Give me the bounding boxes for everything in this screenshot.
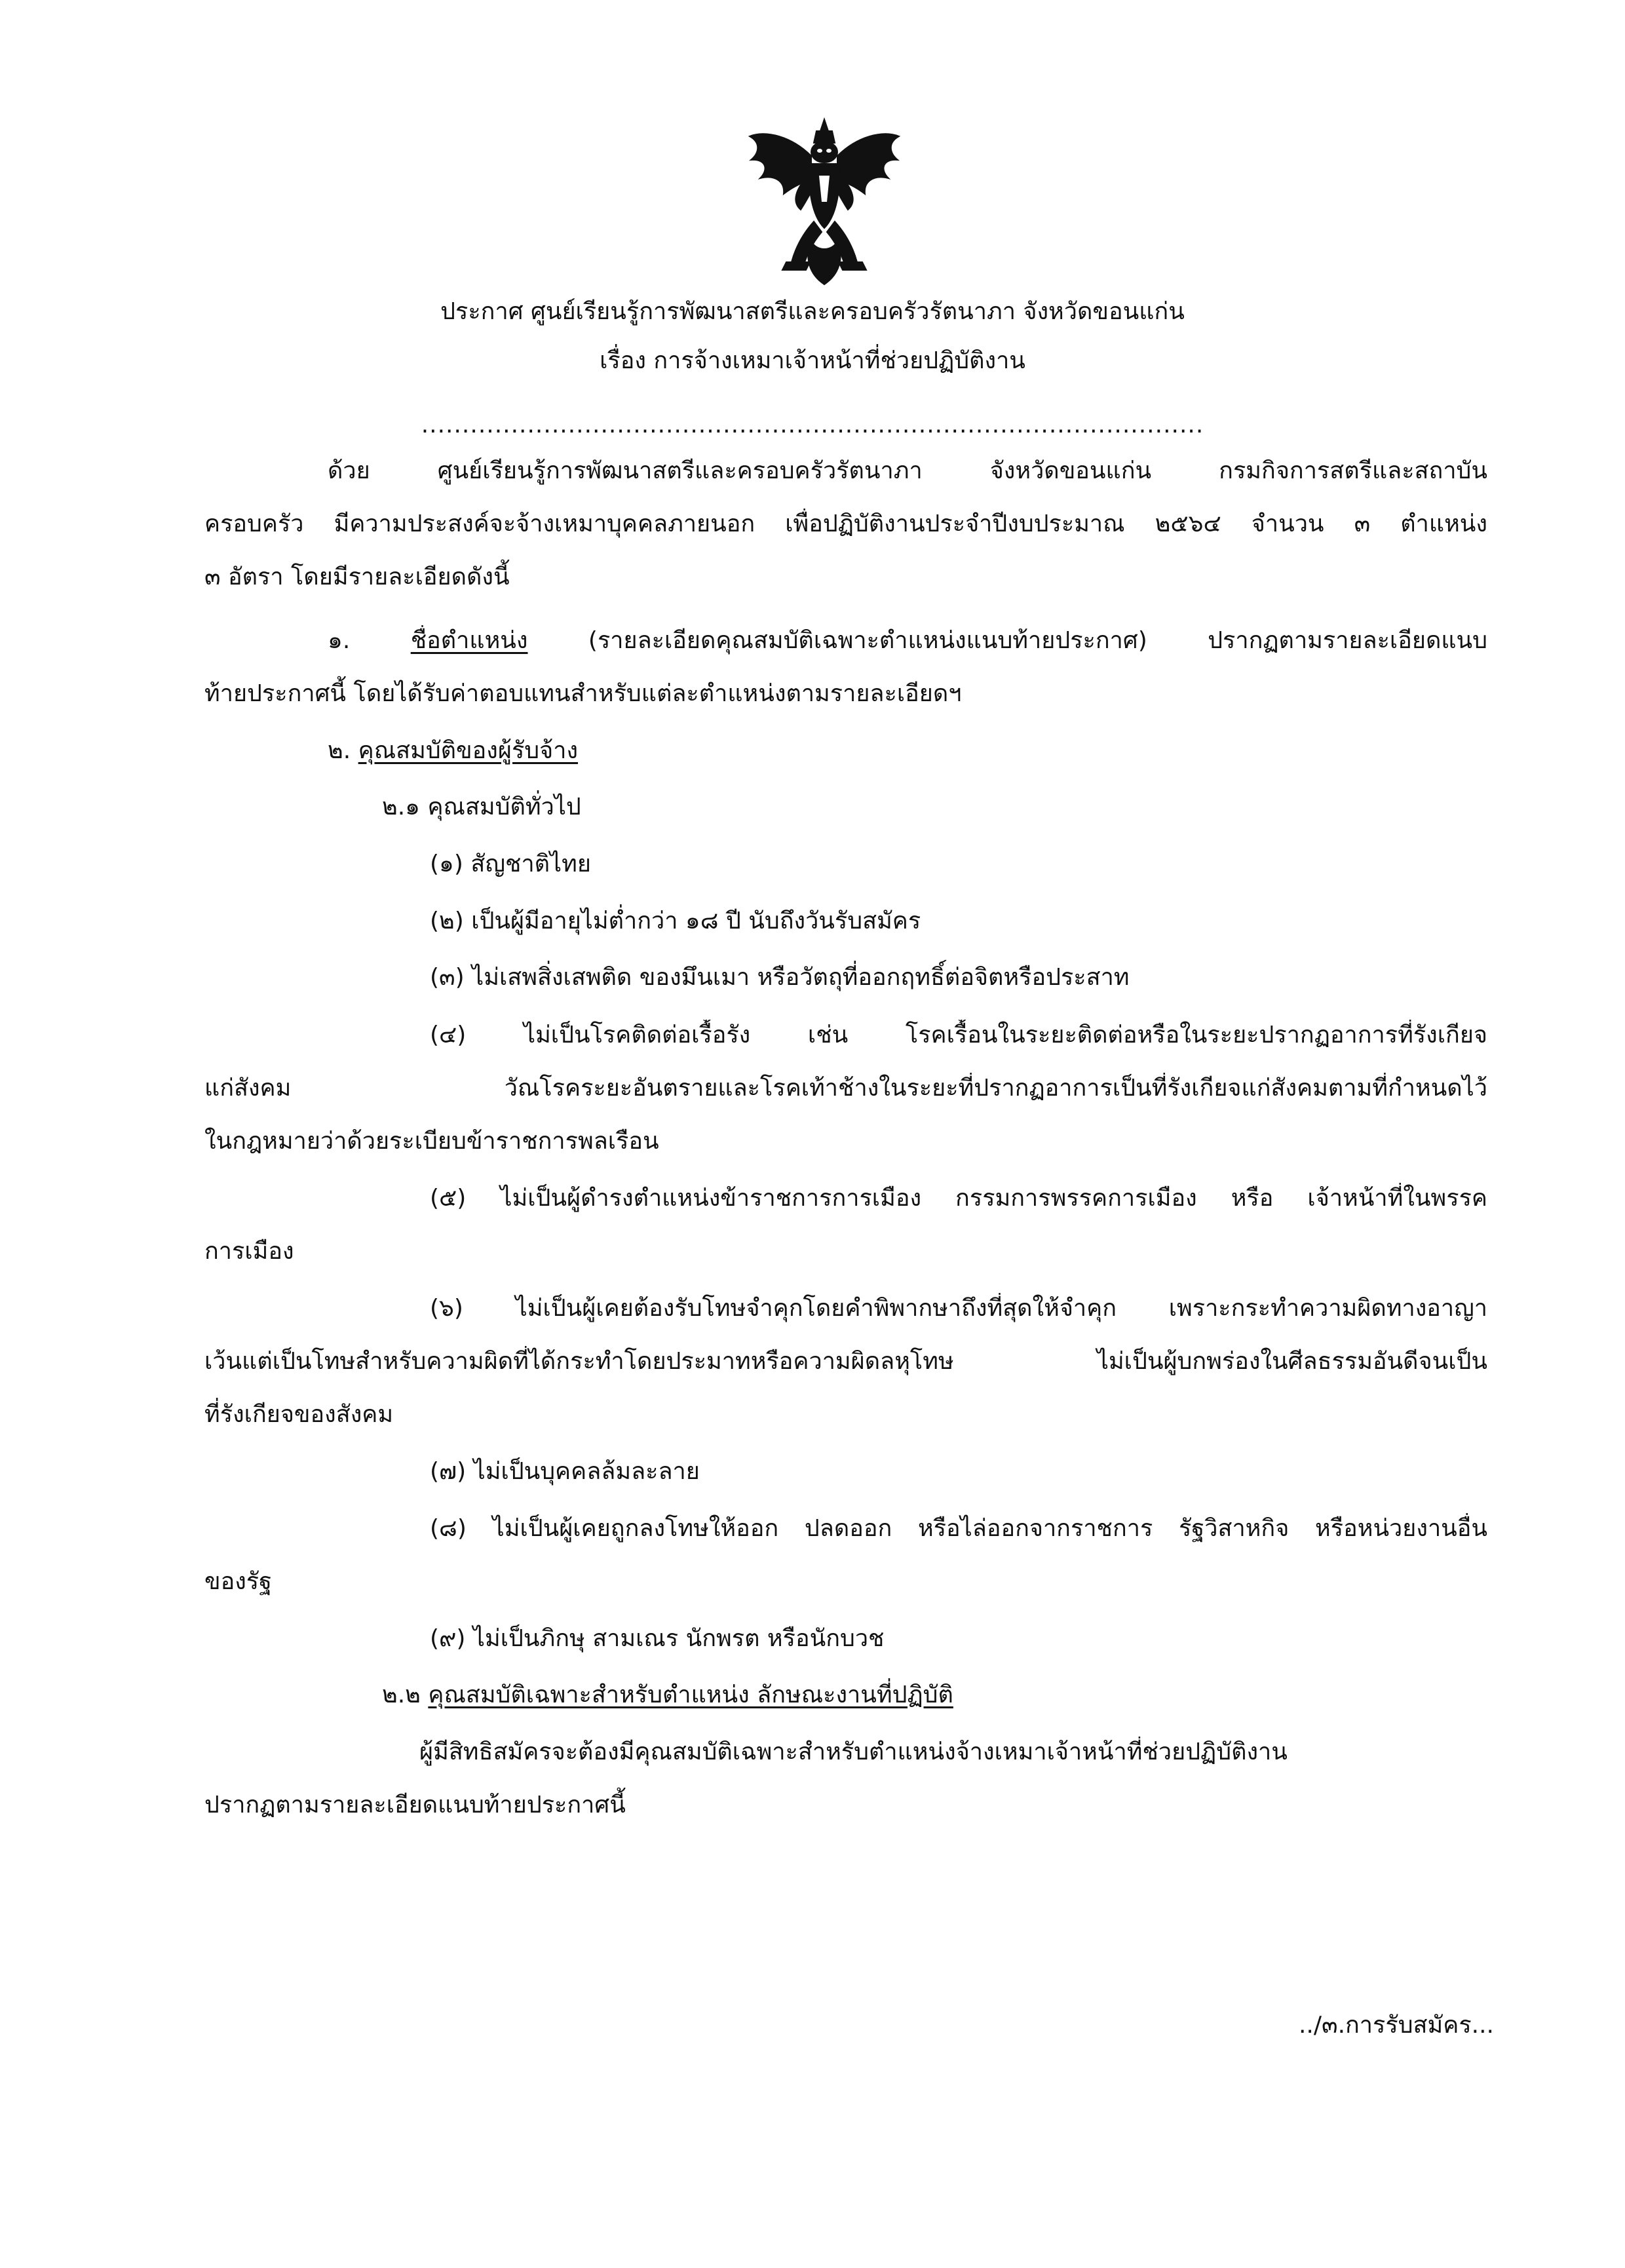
intro-line-1: ด้วย ศูนย์เรียนรู้การพัฒนาสตรีและครอบครัวรัตนาภา จังหวัดขอนแก่น กรมกิจการสตรีและสถาบัน (328, 457, 1487, 484)
section-2-number: ๒. (328, 737, 351, 764)
announcement-title: ประกาศ ศูนย์เรียนรู้การพัฒนาสตรีและครอบครัวรัตนาภา จังหวัดขอนแก่น (440, 298, 1185, 325)
section-2-heading-line (328, 735, 578, 767)
item-6-line-3: ที่รังเกียจของสังคม (204, 1401, 394, 1428)
intro-line-3: ๓ อัตรา โดยมีรายละเอียดดังนี้ (204, 564, 510, 590)
item-8-line-2: ของรัฐ (204, 1568, 273, 1595)
item-9: (๙) ไม่เป็นภิกษุ สามเณร นักพรต หรือนักบวช (430, 1625, 885, 1652)
item-7: (๗) ไม่เป็นบุคคลล้มละลาย (430, 1458, 700, 1485)
item-6-line-2: เว้นแต่เป็นโทษสำหรับความผิดที่ได้กระทำโดยประมาทหรือความผิดลหุโทษ ไม่เป็นผู้บกพร่องในศีลธรรมอันดีจนเป็น (204, 1348, 1487, 1375)
page-continuation: ../๓.การรับสมัคร... (1298, 2012, 1494, 2039)
item-8-line-1: (๘) ไม่เป็นผู้เคยถูกลงโทษให้ออก ปลดออก หรือไล่ออกจากราชการ รัฐวิสาหกิจ หรือหน่วยงานอื่น (430, 1515, 1487, 1542)
item-2: (๒) เป็นผู้มีอายุไม่ต่ำกว่า ๑๘ ปี นับถึงวันรับสมัคร (430, 908, 921, 934)
item-4-line-3: ในกฎหมายว่าด้วยระเบียบข้าราชการพลเรือน (204, 1128, 659, 1155)
section-2-2-heading-line (382, 1680, 953, 1711)
item-5-line-2: การเมือง (204, 1238, 294, 1265)
section-1-number: ๑. (328, 627, 351, 654)
item-6-line-1: (๖) ไม่เป็นผู้เคยต้องรับโทษจำคุกโดยคำพิพากษาถึงที่สุดให้จำคุก เพราะกระทำความผิดทางอาญา (430, 1295, 1487, 1322)
item-3: (๓) ไม่เสพสิ่งเสพติด ของมึนเมา หรือวัตถุที่ออกฤทธิ์ต่อจิตหรือประสาท (430, 964, 1130, 991)
section-2-1-heading: ๒.๑ คุณสมบัติทั่วไป (382, 794, 581, 820)
item-4-line-1: (๔) ไม่เป็นโรคติดต่อเรื้อรัง เช่น โรคเรื้อนในระยะติดต่อหรือในระยะปรากฏอาการที่รังเกียจ (430, 1022, 1487, 1048)
announcement-subject: เรื่อง การจ้างเหมาเจ้าหน้าที่ช่วยปฏิบัติงาน (600, 347, 1025, 374)
garuda-emblem-icon (746, 117, 903, 287)
section-1-line-1-rest: (รายละเอียดคุณสมบัติเฉพาะตำแหน่งแนบท้ายประกาศ) ปรากฏตามรายละเอียดแนบ (527, 627, 1487, 654)
item-1: (๑) สัญชาติไทย (430, 851, 591, 877)
item-4-line-2: แก่สังคม วัณโรคระยะอันตรายและโรคเท้าช้างในระยะที่ปรากฏอาการเป็นที่รังเกียจแก่สังคมตามที่กำหนดไว้ (204, 1075, 1487, 1102)
section-2-heading: คุณสมบัติของผู้รับจ้าง (358, 737, 579, 764)
section-1-line-1 (328, 625, 1487, 657)
section-1-heading: ชื่อตำแหน่ง (410, 627, 528, 654)
header-divider: ................................................................................................ (421, 412, 1204, 438)
section-2-2-line-2: ปรากฏตามรายละเอียดแนบท้ายประกาศนี้ (204, 1792, 626, 1818)
section-1-line-2: ท้ายประกาศนี้ โดยได้รับค่าตอบแทนสำหรับแต่ละตำแหน่งตามรายละเอียดฯ (204, 680, 962, 707)
item-5-line-1: (๕) ไม่เป็นผู้ดำรงตำแหน่งข้าราชการการเมือง กรรมการพรรคการเมือง หรือ เจ้าหน้าที่ในพรรค (430, 1185, 1487, 1212)
section-2-2-line-1: ผู้มีสิทธิสมัครจะต้องมีคุณสมบัติเฉพาะสำหรับตำแหน่งจ้างเหมาเจ้าหน้าที่ช่วยปฏิบัติงาน (419, 1739, 1288, 1765)
section-2-2-number: ๒.๒ (382, 1682, 421, 1708)
section-2-2-heading: คุณสมบัติเฉพาะสำหรับตำแหน่ง ลักษณะงานที่ปฏิบัติ (428, 1682, 953, 1708)
intro-line-2: ครอบครัว มีความประสงค์จะจ้างเหมาบุคคลภายนอก เพื่อปฏิบัติงานประจำปีงบประมาณ ๒๕๖๔ จำนวน ๓ ตำแหน่ง (204, 510, 1487, 537)
